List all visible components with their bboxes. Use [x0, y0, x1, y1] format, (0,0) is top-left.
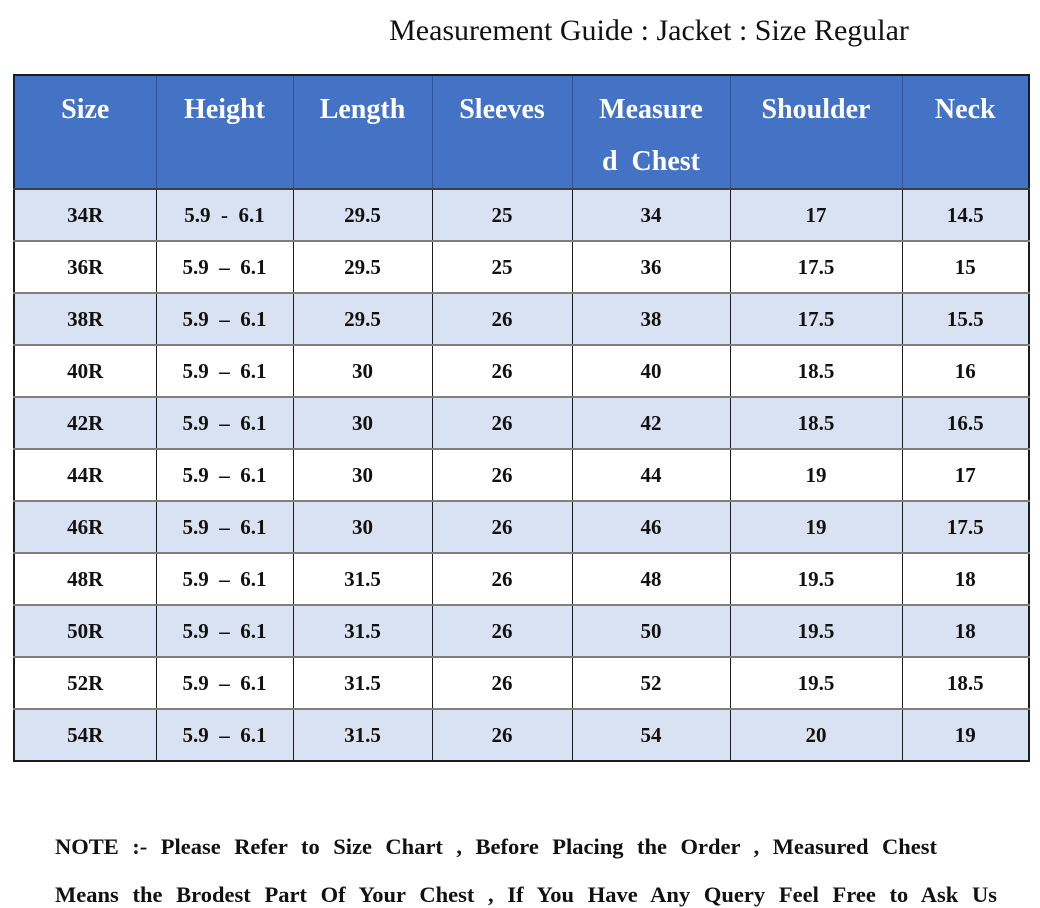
cell-neck: 15 — [902, 241, 1029, 293]
column-header-neck — [902, 75, 1029, 189]
cell-height: 5.9 - 6.1 — [156, 189, 293, 241]
cell-sleeves: 25 — [432, 189, 572, 241]
cell-shoulder: 18.5 — [730, 397, 902, 449]
cell-size: 50R — [14, 605, 156, 657]
cell-chest: 48 — [572, 553, 730, 605]
column-header-label: Shoulder — [761, 94, 871, 125]
column-header-label: Length — [319, 94, 406, 125]
column-header-shoulder — [730, 75, 902, 189]
cell-height: 5.9 – 6.1 — [156, 501, 293, 553]
table-row-48R — [14, 553, 1029, 605]
cell-size: 38R — [14, 293, 156, 345]
cell-chest: 54 — [572, 709, 730, 761]
cell-height: 5.9 – 6.1 — [156, 605, 293, 657]
cell-height: 5.9 – 6.1 — [156, 293, 293, 345]
cell-size: 40R — [14, 345, 156, 397]
table-row-54R — [14, 709, 1029, 761]
column-header-size — [14, 75, 156, 189]
column-header-label: Measure — [599, 94, 703, 125]
cell-chest: 36 — [572, 241, 730, 293]
cell-chest: 40 — [572, 345, 730, 397]
cell-length: 31.5 — [293, 657, 432, 709]
cell-sleeves: 26 — [432, 709, 572, 761]
table-row-40R — [14, 345, 1029, 397]
cell-shoulder: 19 — [730, 501, 902, 553]
cell-sleeves: 26 — [432, 501, 572, 553]
cell-shoulder: 19.5 — [730, 553, 902, 605]
cell-chest: 52 — [572, 657, 730, 709]
cell-sleeves: 25 — [432, 241, 572, 293]
cell-size: 48R — [14, 553, 156, 605]
table-row-52R — [14, 657, 1029, 709]
cell-sleeves: 26 — [432, 345, 572, 397]
column-header-sleeves — [432, 75, 572, 189]
table-header-row — [14, 75, 1029, 189]
cell-length: 31.5 — [293, 553, 432, 605]
cell-neck: 16.5 — [902, 397, 1029, 449]
cell-length: 30 — [293, 501, 432, 553]
cell-height: 5.9 – 6.1 — [156, 709, 293, 761]
cell-size: 54R — [14, 709, 156, 761]
cell-length: 31.5 — [293, 605, 432, 657]
cell-length: 29.5 — [293, 241, 432, 293]
cell-shoulder: 17.5 — [730, 293, 902, 345]
cell-chest: 38 — [572, 293, 730, 345]
cell-length: 30 — [293, 397, 432, 449]
cell-length: 30 — [293, 449, 432, 501]
column-header-chest — [572, 75, 730, 189]
cell-neck: 17.5 — [902, 501, 1029, 553]
cell-height: 5.9 – 6.1 — [156, 449, 293, 501]
column-header-label: d Chest — [601, 146, 700, 177]
cell-sleeves: 26 — [432, 605, 572, 657]
cell-height: 5.9 – 6.1 — [156, 553, 293, 605]
cell-chest: 44 — [572, 449, 730, 501]
column-header-label: Neck — [934, 94, 996, 125]
cell-chest: 50 — [572, 605, 730, 657]
column-header-label: Size — [61, 94, 110, 125]
column-header-height — [156, 75, 293, 189]
column-header-label: Height — [184, 94, 265, 125]
cell-neck: 18 — [902, 605, 1029, 657]
note-line-1: NOTE :- Please Refer to Size Chart , Before Placing the Order , Measured Chest — [55, 834, 937, 859]
cell-sleeves: 26 — [432, 293, 572, 345]
cell-neck: 15.5 — [902, 293, 1029, 345]
table-row-42R — [14, 397, 1029, 449]
page-title: Measurement Guide : Jacket : Size Regular — [389, 14, 909, 47]
cell-shoulder: 19 — [730, 449, 902, 501]
cell-length: 29.5 — [293, 189, 432, 241]
cell-height: 5.9 – 6.1 — [156, 345, 293, 397]
cell-shoulder: 18.5 — [730, 345, 902, 397]
cell-height: 5.9 – 6.1 — [156, 657, 293, 709]
note-line-2: Means the Brodest Part Of Your Chest , If You Have Any Query Feel Free to Ask Us — [55, 882, 997, 907]
cell-height: 5.9 – 6.1 — [156, 397, 293, 449]
cell-neck: 17 — [902, 449, 1029, 501]
cell-length: 29.5 — [293, 293, 432, 345]
cell-length: 30 — [293, 345, 432, 397]
cell-neck: 18.5 — [902, 657, 1029, 709]
column-header-length — [293, 75, 432, 189]
table-row-46R — [14, 501, 1029, 553]
cell-size: 44R — [14, 449, 156, 501]
cell-length: 31.5 — [293, 709, 432, 761]
cell-shoulder: 17.5 — [730, 241, 902, 293]
table-row-38R — [14, 293, 1029, 345]
cell-chest: 42 — [572, 397, 730, 449]
table-row-44R — [14, 449, 1029, 501]
cell-height: 5.9 – 6.1 — [156, 241, 293, 293]
cell-size: 46R — [14, 501, 156, 553]
note-section — [55, 834, 1040, 908]
cell-sleeves: 26 — [432, 657, 572, 709]
cell-shoulder: 17 — [730, 189, 902, 241]
cell-neck: 18 — [902, 553, 1029, 605]
size-chart-table — [13, 74, 1030, 762]
cell-sleeves: 26 — [432, 553, 572, 605]
cell-size: 52R — [14, 657, 156, 709]
cell-shoulder: 20 — [730, 709, 902, 761]
cell-neck: 19 — [902, 709, 1029, 761]
cell-shoulder: 19.5 — [730, 605, 902, 657]
cell-neck: 16 — [902, 345, 1029, 397]
table-row-34R — [14, 189, 1029, 241]
cell-neck: 14.5 — [902, 189, 1029, 241]
column-header-label: Sleeves — [459, 94, 545, 125]
cell-size: 42R — [14, 397, 156, 449]
table-row-36R — [14, 241, 1029, 293]
cell-size: 34R — [67, 202, 104, 227]
cell-chest: 34 — [572, 189, 730, 241]
cell-size: 36R — [14, 241, 156, 293]
table-row-50R — [14, 605, 1029, 657]
cell-shoulder: 19.5 — [730, 657, 902, 709]
cell-chest: 46 — [572, 501, 730, 553]
cell-sleeves: 26 — [432, 397, 572, 449]
cell-sleeves: 26 — [432, 449, 572, 501]
